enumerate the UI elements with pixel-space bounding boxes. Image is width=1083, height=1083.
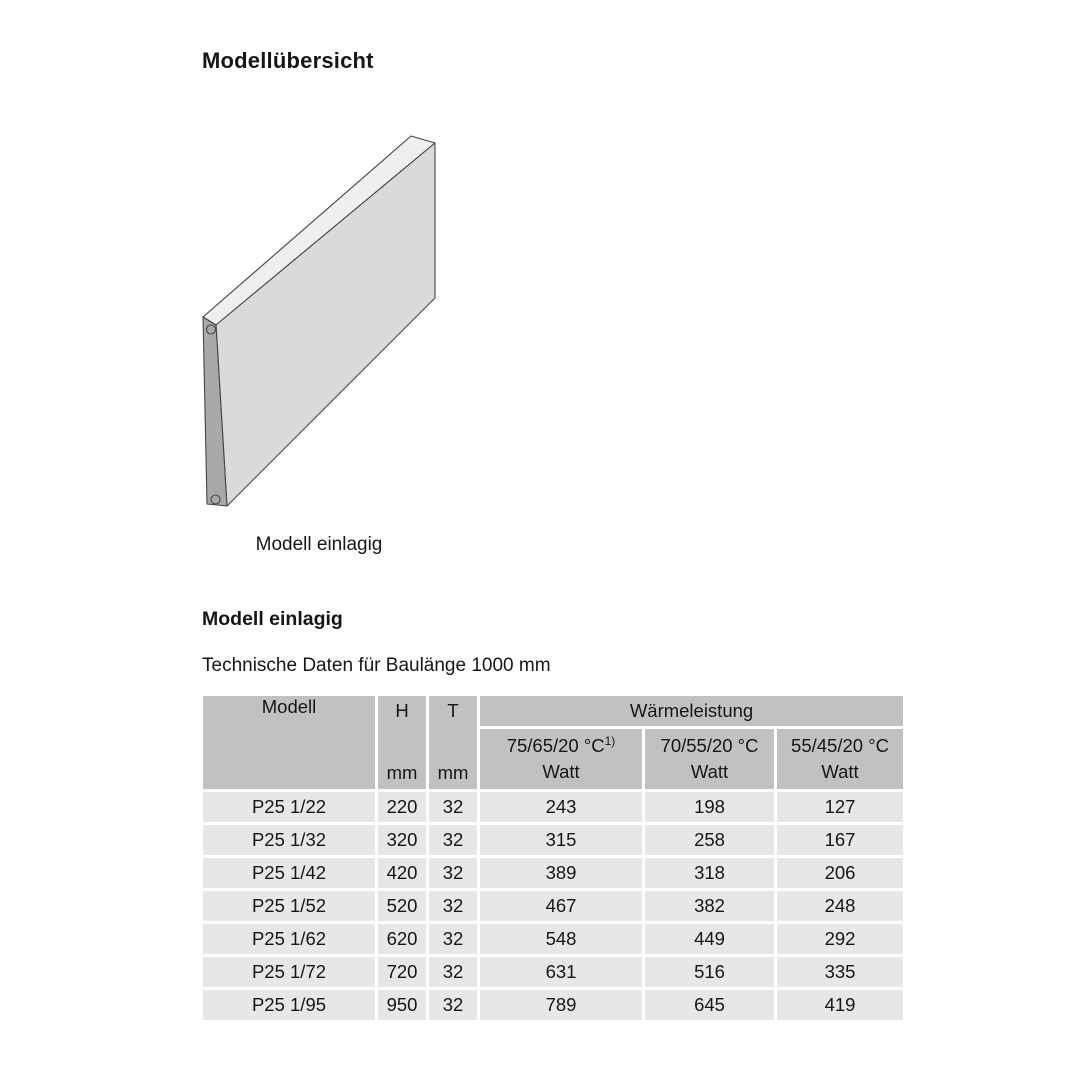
depth-unit: mm: [437, 762, 469, 783]
column-header-temp-55-45-20: 55/45/20 °C Watt: [777, 729, 903, 789]
table-row: [203, 891, 903, 921]
technical-data-table: [200, 693, 906, 1023]
watt-70-cell: 516: [645, 957, 774, 987]
depth-cell: 32: [429, 891, 477, 921]
watt-75-cell: 789: [480, 990, 642, 1020]
figure-caption: Modell einlagig: [255, 534, 383, 555]
watt-55-cell: 292: [777, 924, 903, 954]
depth-cell: 32: [429, 957, 477, 987]
column-header-depth: [429, 696, 477, 789]
height-cell: 950: [378, 990, 426, 1020]
table-subtitle: Technische Daten für Baulänge 1000 mm: [202, 655, 551, 676]
height-cell: 620: [378, 924, 426, 954]
watt-75-cell: 315: [480, 825, 642, 855]
table-header-row: [203, 696, 903, 726]
watt-75-cell: 467: [480, 891, 642, 921]
table-row: [203, 858, 903, 888]
watt-55-cell: 248: [777, 891, 903, 921]
table-row: [203, 957, 903, 987]
height-cell: 420: [378, 858, 426, 888]
table-row: [203, 924, 903, 954]
depth-cell: 32: [429, 825, 477, 855]
column-group-heat-output: Wärmeleistung: [480, 696, 903, 726]
watt-55-cell: 206: [777, 858, 903, 888]
depth-cell: 32: [429, 924, 477, 954]
column-header-height: [378, 696, 426, 789]
watt-55-cell: 419: [777, 990, 903, 1020]
height-unit: mm: [386, 762, 418, 783]
table-row: [203, 825, 903, 855]
watt-unit: Watt: [690, 761, 729, 782]
depth-cell: 32: [429, 858, 477, 888]
height-cell: 320: [378, 825, 426, 855]
model-cell: P25 1/95: [203, 990, 375, 1020]
watt-55-cell: 335: [777, 957, 903, 987]
table-row: [203, 990, 903, 1020]
watt-55-cell: 167: [777, 825, 903, 855]
column-header-temp-70-55-20: 70/55/20 °C Watt: [645, 729, 774, 789]
model-cell: P25 1/22: [203, 792, 375, 822]
watt-70-cell: 645: [645, 990, 774, 1020]
watt-55-cell: 127: [777, 792, 903, 822]
height-cell: 720: [378, 957, 426, 987]
height-label: H: [395, 700, 409, 721]
depth-label: T: [447, 700, 459, 721]
footnote-marker: 1): [604, 733, 616, 748]
watt-75-cell: 631: [480, 957, 642, 987]
watt-70-cell: 198: [645, 792, 774, 822]
model-cell: P25 1/42: [203, 858, 375, 888]
section-heading: Modell einlagig: [202, 608, 343, 630]
column-header-modell: Modell: [203, 696, 375, 789]
height-cell: 520: [378, 891, 426, 921]
depth-cell: 32: [429, 990, 477, 1020]
watt-75-cell: 548: [480, 924, 642, 954]
radiator-panel-illustration: [190, 125, 450, 525]
page-title: Modellübersicht: [202, 48, 374, 73]
watt-70-cell: 449: [645, 924, 774, 954]
watt-70-cell: 258: [645, 825, 774, 855]
watt-unit: Watt: [542, 761, 580, 782]
model-cell: P25 1/72: [203, 957, 375, 987]
model-cell: P25 1/32: [203, 825, 375, 855]
height-cell: 220: [378, 792, 426, 822]
model-cell: P25 1/52: [203, 891, 375, 921]
watt-75-cell: 243: [480, 792, 642, 822]
watt-unit: Watt: [821, 761, 859, 782]
watt-70-cell: 382: [645, 891, 774, 921]
table-row: [203, 792, 903, 822]
watt-70-cell: 318: [645, 858, 774, 888]
watt-75-cell: 389: [480, 858, 642, 888]
depth-cell: 32: [429, 792, 477, 822]
column-header-temp-75-65-20: 75/65/20 $^\circ C^{1)}$ Watt: [480, 729, 642, 789]
model-cell: P25 1/62: [203, 924, 375, 954]
panel-front-face: [216, 143, 435, 506]
